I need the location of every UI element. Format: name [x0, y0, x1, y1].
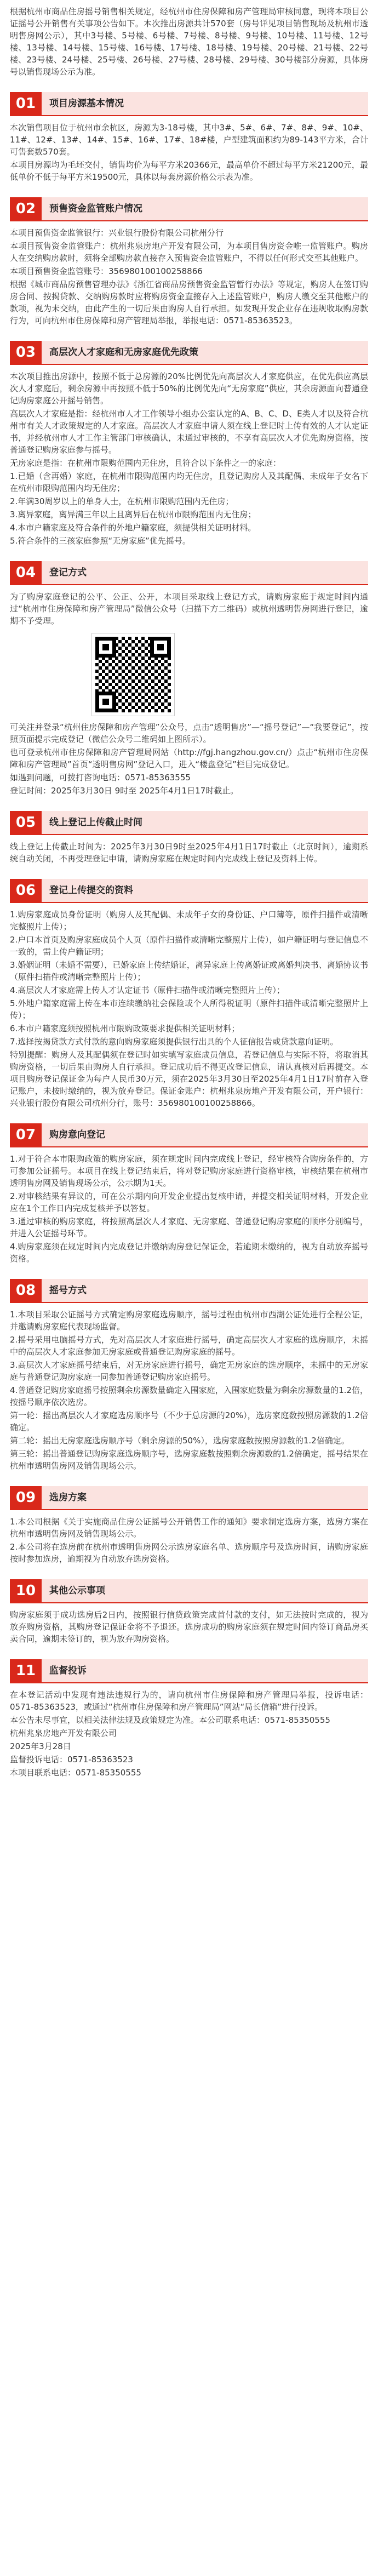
section-paragraph: 4.本市户籍家庭及符合条件的外地户籍家庭，须提供相关证明材料。	[10, 523, 256, 533]
section-header	[10, 879, 368, 903]
section-11	[10, 1659, 368, 1779]
section-number: 04	[10, 561, 42, 584]
section-header	[10, 197, 368, 221]
registration-instruction: 登记时间：2025年3月30日 9时至 2025年4月1日17时截止。	[10, 786, 239, 796]
section-paragraph: 5.符合条件的三孩家庭参照“无房家庭”优先摇号。	[10, 536, 191, 546]
registration-instruction: 如遇到问题，可拨打咨询电话：0571-85363555	[10, 773, 191, 782]
section-paragraph: 在本登记活动中发现有违法违规行为的，请向杭州市住房保障和房产管理局举报，投诉电话：0571-85363523，或通过“杭州市住房保障和房产管理局”网站“局长信箱”进行投诉。	[10, 1690, 368, 1712]
section-title: 摇号方式	[42, 1279, 368, 1302]
section-paragraph: 6.本市户籍家庭须按照杭州市限购政策要求提供相关证明材料；	[10, 1024, 240, 1033]
section-paragraph: 2.对审核结果有异议的，可在公示期内向开发企业提出复核申请，并提交相关证明材料，开发企业应在1个工作日内完成复核并予以答复。	[10, 1191, 368, 1213]
section-header	[10, 561, 368, 585]
section-title: 购房意向登记	[42, 1123, 368, 1146]
section-header	[10, 1279, 368, 1303]
section-paragraph: 无房家庭是指：在杭州市限购范围内无住房，且符合以下条件之一的家庭：	[10, 458, 282, 468]
section-header	[10, 1579, 368, 1603]
section-number: 03	[10, 341, 42, 364]
section-title: 其他公示事项	[42, 1579, 368, 1602]
sections-container	[10, 92, 368, 1779]
section-07	[10, 1123, 368, 1265]
section-paragraph: 3.离异家庭，离异满三年以上且离异后在杭州市限购范围内无住房；	[10, 510, 256, 519]
section-paragraph: 4.购房家庭须在规定时间内完成登记并缴纳购房登记保证金，若逾期未缴纳的，视为自动放弃摇号资格。	[10, 1242, 368, 1264]
closing-line: 杭州兆泉房地产开发有限公司	[10, 1728, 117, 1738]
section-paragraph: 第二轮：摇出无房家庭选房顺序号（剩余房源的50%），选房家庭数按照房源数的1.2倍确定。	[10, 1436, 350, 1446]
section-title: 高层次人才家庭和无房家庭优先政策	[42, 341, 368, 364]
section-paragraph: 本项目预售资金监管账号：356980100100258866	[10, 266, 203, 276]
registration-instruction: 也可登录杭州市住房保障和房产管理局网站（http://fgj.hangzhou.gov.cn/）点击“杭州市住房保障和房产管理局”首页“透明售房网”登记入口，进入“楼盘登记”栏目完成登记。	[10, 747, 368, 769]
section-paragraph: 7.选择按揭贷款方式付款的意向购房家庭须提供银行出具的个人征信报告或贷款意向证明。	[10, 1037, 339, 1047]
section-number: 06	[10, 879, 42, 902]
wechat-qr-code-icon[interactable]	[92, 633, 174, 716]
section-number: 11	[10, 1659, 42, 1682]
section-number: 08	[10, 1279, 42, 1302]
section-paragraph: 1.已婚（含再婚）家庭，在杭州市限购范围内均无住房，且登记购房人及其配偶、未成年子女名下在杭州市限购范围内均无住房；	[10, 471, 368, 493]
section-03	[10, 341, 368, 547]
section-paragraph: 3.通过审核的购房家庭，将按照高层次人才家庭、无房家庭、普通登记购房家庭的顺序分别编号，并进入公证摇号环节。	[10, 1216, 368, 1238]
section-header	[10, 92, 368, 116]
qr-code-wrapper	[10, 628, 368, 721]
section-paragraph: 本公告未尽事宜，以相关法律法规及政策规定为准。本公司联系电话：0571-85350555	[10, 1715, 330, 1725]
section-paragraph: 本项目预售资金监管账户：杭州兆泉房地产开发有限公司，为本项目售房资金唯一监管账户。购房人在交纳购房款时，须将全部购房款直接存入预售资金监管账户，不得以任何形式交至其他账户。	[10, 241, 368, 263]
section-paragraph: 第一轮：摇出高层次人才家庭选房顺序号（不少于总房源的20%），选房家庭数按照房源数的1.2倍确定。	[10, 1410, 368, 1432]
section-08	[10, 1279, 368, 1472]
registration-instruction: 可关注并登录“杭州住房保障和房产管理”公众号，点击“透明售房”—“摇号登记”—“我要登记”，按照页面提示完成登记（微信公众号二维码如上图所示）。	[10, 722, 369, 744]
intro-paragraph: 根据杭州市商品住房摇号销售相关规定，经杭州市住房保障和房产管理局审核同意，现将本项目公证摇号公开销售有关事项公告如下。本次推出房源共计570套（房号详见项目销售现场及杭州市透明售房网公示），其中3号楼、5号楼、6号楼、7号楼、8号楼、9号楼、10号楼、11号楼、12号楼、13号楼、14号楼、15号楼、16号楼、17号楼、18号楼、19号楼、20号楼、21号楼、22号楼、23号楼、24号楼、25号楼、26号楼、27号楼、28号楼、29号楼、30号楼部分房源，具体房号以销售现场公示为准。	[10, 7, 368, 77]
section-number: 01	[10, 92, 42, 115]
closing-line: 2025年3月28日	[10, 1741, 71, 1751]
section-number: 10	[10, 1579, 42, 1602]
section-paragraph: 1.对于符合本市限购政策的购房家庭，须在规定时间内完成线上登记，经审核符合购房条件的，方可参加公证摇号。本项目在线上登记结束后，将对登记购房家庭进行资格审核，审核结果在杭州市透明售房网及销售现场公示，公示期为1天。	[10, 1154, 368, 1188]
section-number: 02	[10, 197, 42, 220]
section-06	[10, 879, 368, 1109]
section-title: 选房方案	[42, 1486, 368, 1509]
section-number: 05	[10, 811, 42, 834]
section-paragraph: 1.购房家庭成员身份证明（购房人及其配偶、未成年子女的身份证、户口簿等，原件扫描件或清晰完整照片上传）；	[10, 910, 368, 932]
section-paragraph: 1.本项目采取公证摇号方式确定购房家庭选房顺序，摇号过程由杭州市西湖公证处进行全程公证，并邀请购房家庭代表现场监督。	[10, 1310, 368, 1332]
section-paragraph: 2.本公司将在选房前在杭州市透明售房网公示选房家庭名单、选房顺序号及选房时间，请购房家庭按时参加选房，逾期视为自动放弃选房资格。	[10, 1542, 368, 1564]
section-paragraph: 购房家庭须于成功选房后2日内，按照银行信贷政策完成首付款的支付，如无法按时完成的，视为放弃购房资格，其购房登记保证金将不予退还。选房成功的购房家庭须在规定时间内签订商品房买卖合同，逾期未签订的，视为放弃购房资格。	[10, 1610, 368, 1644]
section-05	[10, 811, 368, 865]
section-number: 07	[10, 1123, 42, 1146]
section-paragraph: 5.外地户籍家庭需上传在本市连续缴纳社会保险或个人所得税证明（原件扫描件或清晰完整照片上传）；	[10, 998, 368, 1020]
section-header	[10, 1486, 368, 1510]
section-number: 09	[10, 1486, 42, 1509]
section-paragraph: 2.摇号采用电脑摇号方式，先对高层次人才家庭进行摇号，确定高层次人才家庭的选房顺序，未摇中的高层次人才家庭参加无房家庭或普通登记购房家庭的摇号。	[10, 1335, 368, 1357]
section-09	[10, 1486, 368, 1565]
section-paragraph: 1.本公司根据《关于实施商品住房公证摇号公开销售工作的通知》要求制定选房方案，选房方案在杭州市透明售房网及销售现场公示。	[10, 1517, 368, 1539]
section-header	[10, 1659, 368, 1683]
section-title: 预售资金监管账户情况	[42, 197, 368, 220]
section-paragraph: 3.高层次人才家庭摇号结束后，对无房家庭进行摇号，确定无房家庭的选房顺序，未摇中的无房家庭与普通登记购房家庭一同参加普通登记购房家庭摇号。	[10, 1360, 368, 1382]
section-paragraph: 为了购房家庭登记的公平、公正、公开，本项目采取线上登记方式，请购房家庭于规定时间内通过“杭州市住房保障和房产管理局”微信公众号（扫描下方二维码）或杭州透明售房网进行登记，逾期不予受理。	[10, 592, 368, 626]
section-header	[10, 341, 368, 365]
section-02	[10, 197, 368, 327]
qr-finder-pattern	[150, 637, 171, 658]
section-paragraph: 2.户口本首页及购房家庭成员个人页（原件扫描件或清晰完整照片上传），如户籍证明与登记信息不一致的，需上传户籍证明；	[10, 935, 368, 957]
qr-finder-pattern	[95, 692, 116, 712]
section-paragraph: 特别提醒：购房人及其配偶须在登记时如实填写家庭成员信息，若登记信息与实际不符，将取消其购房资格，一切后果由购房人自行承担。登记成功后不得更改登记信息，请认真核对后再提交。本项目购房登记保证金为每户人民币30万元，须在2025年3月30日至2025年4月1日17时前存入登记账户，未按时缴纳的，视为放弃登记。保证金账户：杭州兆泉房地产开发有限公司，开户银行：兴业银行股份有限公司杭州分行，账号：356980100100258866。	[10, 1050, 368, 1108]
section-04	[10, 561, 368, 797]
section-header	[10, 811, 368, 835]
section-paragraph: 第三轮：摇出普通登记购房家庭选房顺序号，选房家庭数按照剩余房源数的1.2倍确定，摇号结果在杭州市透明售房网及销售现场公示。	[10, 1449, 368, 1471]
section-paragraph: 2.年满30周岁以上的单身人士，在杭州市限购范围内无住房；	[10, 496, 234, 506]
section-title: 登记方式	[42, 561, 368, 584]
section-paragraph: 3.婚姻证明（未婚不需要），已婚家庭上传结婚证，离异家庭上传离婚证或离婚判决书、离婚协议书（原件扫描件或清晰完整照片上传）；	[10, 960, 368, 982]
section-title: 线上登记上传截止时间	[42, 811, 368, 834]
closing-line: 监督投诉电话：0571-85363523	[10, 1755, 133, 1764]
section-paragraph: 本次销售项目位于杭州市余杭区，房源为3-18号楼，其中3#、5#、6#、7#、8#、9#、10#、11#、12#、13#、14#、15#、16#、17#、18#楼，户型建筑面积约为89-143平方米，合计可售套数570套。	[10, 123, 368, 157]
section-paragraph: 4.普通登记购房家庭摇号按照剩余房源数量确定入围家庭，入围家庭数量为剩余房源数量的1.2倍，按摇号顺序依次选房。	[10, 1385, 368, 1407]
section-10	[10, 1579, 368, 1645]
closing-line: 本项目联系电话：0571-85350555	[10, 1768, 141, 1778]
section-title: 监督投诉	[42, 1659, 368, 1682]
section-title: 登记上传提交的资料	[42, 879, 368, 902]
section-paragraph: 本项目预售资金监管银行：兴业银行股份有限公司杭州分行	[10, 228, 224, 238]
section-paragraph: 高层次人才家庭是指：经杭州市人才工作领导小组办公室认定的A、B、C、D、E类人才以及符合杭州市有关人才政策规定的人才家庭。高层次人才家庭申请人须在线上登记时上传有效的人才认定证书，并经杭州市人才工作主管部门审核确认，未通过审核的，不享有高层次人才优先购房资格，按普通登记购房家庭参与摇号。	[10, 409, 368, 455]
section-paragraph: 4.高层次人才家庭需上传人才认定证书（原件扫描件或清晰完整照片上传）；	[10, 985, 285, 995]
section-paragraph: 本次项目推出房源中，按照不低于总房源的20%比例优先向高层次人才家庭供应，在优先供应高层次人才家庭后，剩余房源中再按照不低于50%的比例优先向“无房家庭”供应，其余房源面向普通登记购房家庭公开摇号销售。	[10, 372, 368, 405]
section-header	[10, 1123, 368, 1147]
qr-finder-pattern	[95, 637, 116, 658]
section-paragraph: 根据《城市商品房预售管理办法》《浙江省商品房预售资金监管暂行办法》等规定，购房人在签订购房合同、按揭贷款、交纳购房款时应将购房资金直接存入上述监管账户，购房人缴交至其他账户的款项，视为未交纳，由此产生的一切后果由购房人自行承担。如发现开发企业存在违规收取购房款行为，可向杭州市住房保障和房产管理局举报，举报电话：0571-85363523。	[10, 279, 368, 325]
section-paragraph: 线上登记上传截止时间为：2025年3月30日9时至2025年4月1日17时截止（北京时间），逾期系统自动关闭，不再受理登记申请，请购房家庭在规定时间内完成线上登记及资料上传。	[10, 842, 368, 864]
section-01	[10, 92, 368, 183]
section-paragraph: 本项目房源均为毛坯交付，销售均价为每平方米20366元，最高单价不超过每平方米21200元，最低单价不低于每平方米19500元，具体以每套房源价格公示表为准。	[10, 160, 368, 182]
section-title: 项目房源基本情况	[42, 92, 368, 115]
